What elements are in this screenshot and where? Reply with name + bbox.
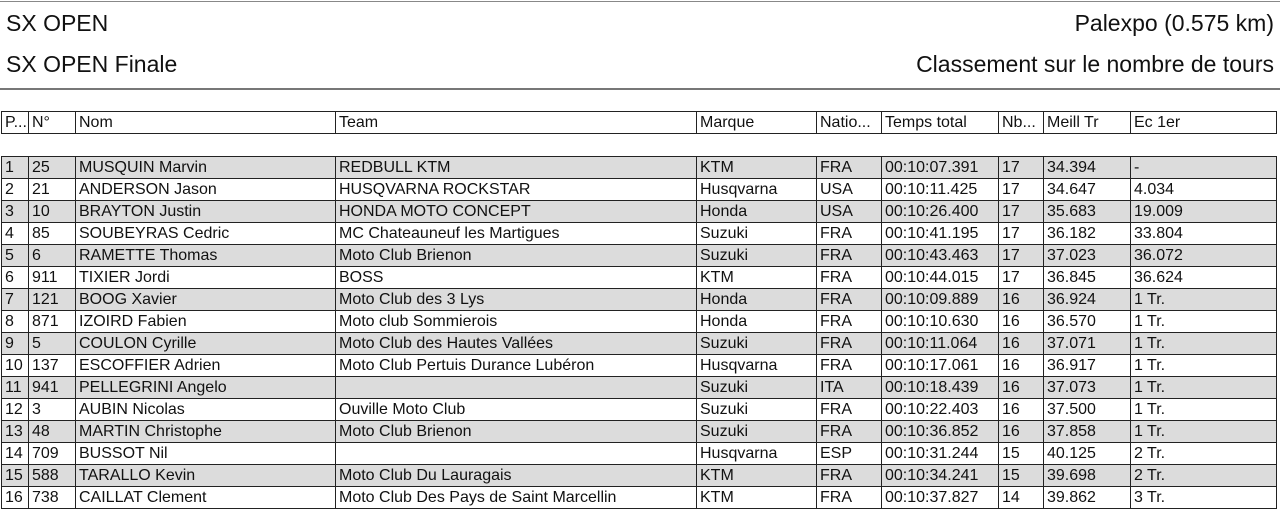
cell-gap-first: 1 Tr. xyxy=(1131,333,1277,355)
cell-number: 5 xyxy=(29,333,76,355)
cell-best-lap: 35.683 xyxy=(1044,201,1131,223)
cell-gap-first: 1 Tr. xyxy=(1131,311,1277,333)
venue-label: Palexpo (0.575 km) xyxy=(1074,10,1274,36)
cell-laps: 17 xyxy=(999,267,1044,289)
cell-position: 6 xyxy=(2,267,29,289)
col-header-brand[interactable]: Marque xyxy=(697,112,817,134)
cell-number: 911 xyxy=(29,267,76,289)
cell-brand: KTM xyxy=(697,157,817,179)
cell-total-time: 00:10:11.064 xyxy=(882,333,999,355)
cell-name: SOUBEYRAS Cedric xyxy=(76,223,336,245)
cell-position: 16 xyxy=(2,487,29,509)
cell-total-time: 00:10:26.400 xyxy=(882,201,999,223)
table-row xyxy=(2,487,1277,509)
cell-position: 15 xyxy=(2,465,29,487)
cell-total-time: 00:10:10.630 xyxy=(882,311,999,333)
table-row xyxy=(2,289,1277,311)
cell-brand: Suzuki xyxy=(697,333,817,355)
table-row xyxy=(2,157,1277,179)
cell-nationality: FRA xyxy=(817,487,882,509)
cell-total-time: 00:10:22.403 xyxy=(882,399,999,421)
cell-nationality: FRA xyxy=(817,245,882,267)
cell-position: 1 xyxy=(2,157,29,179)
col-header-laps[interactable]: Nb... xyxy=(999,112,1044,134)
cell-name: PELLEGRINI Angelo xyxy=(76,377,336,399)
cell-laps: 14 xyxy=(999,487,1044,509)
cell-gap-first: 2 Tr. xyxy=(1131,465,1277,487)
table-row xyxy=(2,421,1277,443)
cell-total-time: 00:10:09.889 xyxy=(882,289,999,311)
table-row xyxy=(2,399,1277,421)
cell-laps: 16 xyxy=(999,377,1044,399)
cell-team: Ouville Moto Club xyxy=(336,399,697,421)
cell-best-lap: 37.500 xyxy=(1044,399,1131,421)
cell-laps: 16 xyxy=(999,311,1044,333)
cell-total-time: 00:10:43.463 xyxy=(882,245,999,267)
cell-gap-first: 1 Tr. xyxy=(1131,355,1277,377)
cell-number: 871 xyxy=(29,311,76,333)
cell-best-lap: 37.071 xyxy=(1044,333,1131,355)
cell-nationality: FRA xyxy=(817,267,882,289)
cell-nationality: FRA xyxy=(817,333,882,355)
results-table xyxy=(1,111,1277,509)
table-row xyxy=(2,377,1277,399)
cell-name: AUBIN Nicolas xyxy=(76,399,336,421)
results-body xyxy=(2,134,1277,509)
cell-total-time: 00:10:36.852 xyxy=(882,421,999,443)
cell-nationality: FRA xyxy=(817,421,882,443)
table-row xyxy=(2,201,1277,223)
cell-nationality: FRA xyxy=(817,223,882,245)
cell-brand: Honda xyxy=(697,311,817,333)
cell-team: BOSS xyxy=(336,267,697,289)
cell-laps: 15 xyxy=(999,465,1044,487)
table-row xyxy=(2,245,1277,267)
cell-name: BOOG Xavier xyxy=(76,289,336,311)
cell-nationality: FRA xyxy=(817,311,882,333)
cell-nationality: ITA xyxy=(817,377,882,399)
cell-number: 137 xyxy=(29,355,76,377)
cell-number: 21 xyxy=(29,179,76,201)
cell-number: 10 xyxy=(29,201,76,223)
cell-position: 11 xyxy=(2,377,29,399)
table-row xyxy=(2,443,1277,465)
cell-number: 48 xyxy=(29,421,76,443)
cell-position: 2 xyxy=(2,179,29,201)
cell-best-lap: 34.394 xyxy=(1044,157,1131,179)
cell-gap-first: 36.072 xyxy=(1131,245,1277,267)
table-row xyxy=(2,179,1277,201)
cell-total-time: 00:10:07.391 xyxy=(882,157,999,179)
cell-brand: Husqvarna xyxy=(697,179,817,201)
col-header-number[interactable]: N° xyxy=(29,112,76,134)
col-header-nationality[interactable]: Natio... xyxy=(817,112,882,134)
cell-laps: 16 xyxy=(999,289,1044,311)
cell-best-lap: 40.125 xyxy=(1044,443,1131,465)
cell-position: 10 xyxy=(2,355,29,377)
cell-number: 738 xyxy=(29,487,76,509)
cell-nationality: USA xyxy=(817,179,882,201)
cell-position: 7 xyxy=(2,289,29,311)
cell-best-lap: 36.845 xyxy=(1044,267,1131,289)
cell-number: 85 xyxy=(29,223,76,245)
cell-best-lap: 37.858 xyxy=(1044,421,1131,443)
cell-nationality: FRA xyxy=(817,355,882,377)
cell-team: REDBULL KTM xyxy=(336,157,697,179)
cell-gap-first: 1 Tr. xyxy=(1131,289,1277,311)
cell-total-time: 00:10:31.244 xyxy=(882,443,999,465)
cell-position: 14 xyxy=(2,443,29,465)
cell-brand: Husqvarna xyxy=(697,355,817,377)
cell-brand: KTM xyxy=(697,487,817,509)
cell-laps: 16 xyxy=(999,333,1044,355)
cell-name: MARTIN Christophe xyxy=(76,421,336,443)
cell-number: 121 xyxy=(29,289,76,311)
cell-total-time: 00:10:37.827 xyxy=(882,487,999,509)
cell-name: MUSQUIN Marvin xyxy=(76,157,336,179)
cell-gap-first: 1 Tr. xyxy=(1131,399,1277,421)
top-rule xyxy=(0,1,1280,2)
cell-best-lap: 39.862 xyxy=(1044,487,1131,509)
cell-gap-first: 4.034 xyxy=(1131,179,1277,201)
cell-name: TARALLO Kevin xyxy=(76,465,336,487)
cell-position: 8 xyxy=(2,311,29,333)
cell-nationality: FRA xyxy=(817,289,882,311)
cell-best-lap: 36.570 xyxy=(1044,311,1131,333)
cell-best-lap: 36.924 xyxy=(1044,289,1131,311)
cell-brand: Honda xyxy=(697,201,817,223)
cell-laps: 16 xyxy=(999,399,1044,421)
cell-laps: 17 xyxy=(999,245,1044,267)
cell-team: HONDA MOTO CONCEPT xyxy=(336,201,697,223)
cell-position: 9 xyxy=(2,333,29,355)
cell-best-lap: 37.073 xyxy=(1044,377,1131,399)
cell-name: IZOIRD Fabien xyxy=(76,311,336,333)
cell-gap-first: 3 Tr. xyxy=(1131,487,1277,509)
cell-gap-first: 19.009 xyxy=(1131,201,1277,223)
table-row xyxy=(2,355,1277,377)
cell-name: TIXIER Jordi xyxy=(76,267,336,289)
cell-brand: Suzuki xyxy=(697,421,817,443)
cell-position: 4 xyxy=(2,223,29,245)
cell-nationality: FRA xyxy=(817,399,882,421)
cell-name: BRAYTON Justin xyxy=(76,201,336,223)
col-header-gap-first[interactable]: Ec 1er xyxy=(1131,112,1277,134)
cell-number: 941 xyxy=(29,377,76,399)
table-row xyxy=(2,223,1277,245)
race-subtitle: SX OPEN Finale xyxy=(6,51,178,77)
table-row xyxy=(2,311,1277,333)
cell-best-lap: 39.698 xyxy=(1044,465,1131,487)
cell-total-time: 00:10:11.425 xyxy=(882,179,999,201)
cell-position: 5 xyxy=(2,245,29,267)
cell-team: Moto Club des Hautes Vallées xyxy=(336,333,697,355)
table-header-row xyxy=(2,112,1277,134)
cell-team: Moto Club des 3 Lys xyxy=(336,289,697,311)
cell-team xyxy=(336,443,697,465)
col-header-name[interactable]: Nom xyxy=(76,112,336,134)
cell-brand: Suzuki xyxy=(697,223,817,245)
cell-gap-first: 2 Tr. xyxy=(1131,443,1277,465)
table-row xyxy=(2,267,1277,289)
cell-team xyxy=(336,377,697,399)
cell-brand: KTM xyxy=(697,465,817,487)
cell-laps: 16 xyxy=(999,421,1044,443)
header-divider xyxy=(0,88,1280,90)
cell-brand: Suzuki xyxy=(697,245,817,267)
cell-team: Moto Club Brienon xyxy=(336,421,697,443)
cell-laps: 17 xyxy=(999,179,1044,201)
cell-nationality: FRA xyxy=(817,157,882,179)
cell-laps: 17 xyxy=(999,223,1044,245)
cell-total-time: 00:10:34.241 xyxy=(882,465,999,487)
cell-gap-first: - xyxy=(1131,157,1277,179)
cell-gap-first: 33.804 xyxy=(1131,223,1277,245)
cell-brand: Honda xyxy=(697,289,817,311)
cell-position: 3 xyxy=(2,201,29,223)
cell-gap-first: 1 Tr. xyxy=(1131,377,1277,399)
cell-best-lap: 37.023 xyxy=(1044,245,1131,267)
table-spacer xyxy=(2,134,1277,157)
cell-nationality: ESP xyxy=(817,443,882,465)
cell-team: Moto club Sommierois xyxy=(336,311,697,333)
cell-name: CAILLAT Clement xyxy=(76,487,336,509)
cell-team: Moto Club Des Pays de Saint Marcellin xyxy=(336,487,697,509)
cell-number: 3 xyxy=(29,399,76,421)
cell-laps: 15 xyxy=(999,443,1044,465)
cell-brand: Husqvarna xyxy=(697,443,817,465)
cell-name: ANDERSON Jason xyxy=(76,179,336,201)
table-row xyxy=(2,333,1277,355)
cell-number: 709 xyxy=(29,443,76,465)
cell-total-time: 00:10:18.439 xyxy=(882,377,999,399)
cell-total-time: 00:10:44.015 xyxy=(882,267,999,289)
table-row xyxy=(2,465,1277,487)
cell-team: HUSQVARNA ROCKSTAR xyxy=(336,179,697,201)
cell-total-time: 00:10:41.195 xyxy=(882,223,999,245)
cell-name: RAMETTE Thomas xyxy=(76,245,336,267)
cell-nationality: FRA xyxy=(817,465,882,487)
cell-team: Moto Club Pertuis Durance Lubéron xyxy=(336,355,697,377)
cell-number: 25 xyxy=(29,157,76,179)
cell-laps: 16 xyxy=(999,355,1044,377)
cell-name: ESCOFFIER Adrien xyxy=(76,355,336,377)
ranking-mode-label: Classement sur le nombre de tours xyxy=(916,51,1274,77)
cell-brand: KTM xyxy=(697,267,817,289)
cell-best-lap: 34.647 xyxy=(1044,179,1131,201)
cell-brand: Suzuki xyxy=(697,377,817,399)
cell-best-lap: 36.917 xyxy=(1044,355,1131,377)
cell-total-time: 00:10:17.061 xyxy=(882,355,999,377)
cell-gap-first: 36.624 xyxy=(1131,267,1277,289)
cell-team: MC Chateauneuf les Martigues xyxy=(336,223,697,245)
cell-team: Moto Club Du Lauragais xyxy=(336,465,697,487)
cell-position: 12 xyxy=(2,399,29,421)
cell-brand: Suzuki xyxy=(697,399,817,421)
cell-team: Moto Club Brienon xyxy=(336,245,697,267)
cell-nationality: USA xyxy=(817,201,882,223)
cell-laps: 17 xyxy=(999,201,1044,223)
cell-best-lap: 36.182 xyxy=(1044,223,1131,245)
cell-name: COULON Cyrille xyxy=(76,333,336,355)
event-title: SX OPEN xyxy=(6,10,109,36)
cell-position: 13 xyxy=(2,421,29,443)
cell-name: BUSSOT Nil xyxy=(76,443,336,465)
cell-number: 6 xyxy=(29,245,76,267)
col-header-team[interactable]: Team xyxy=(336,112,697,134)
col-header-total-time[interactable]: Temps total xyxy=(882,112,999,134)
cell-gap-first: 1 Tr. xyxy=(1131,421,1277,443)
cell-number: 588 xyxy=(29,465,76,487)
cell-laps: 17 xyxy=(999,157,1044,179)
col-header-best-lap[interactable]: Meill Tr xyxy=(1044,112,1131,134)
col-header-position[interactable]: P... xyxy=(2,112,29,134)
